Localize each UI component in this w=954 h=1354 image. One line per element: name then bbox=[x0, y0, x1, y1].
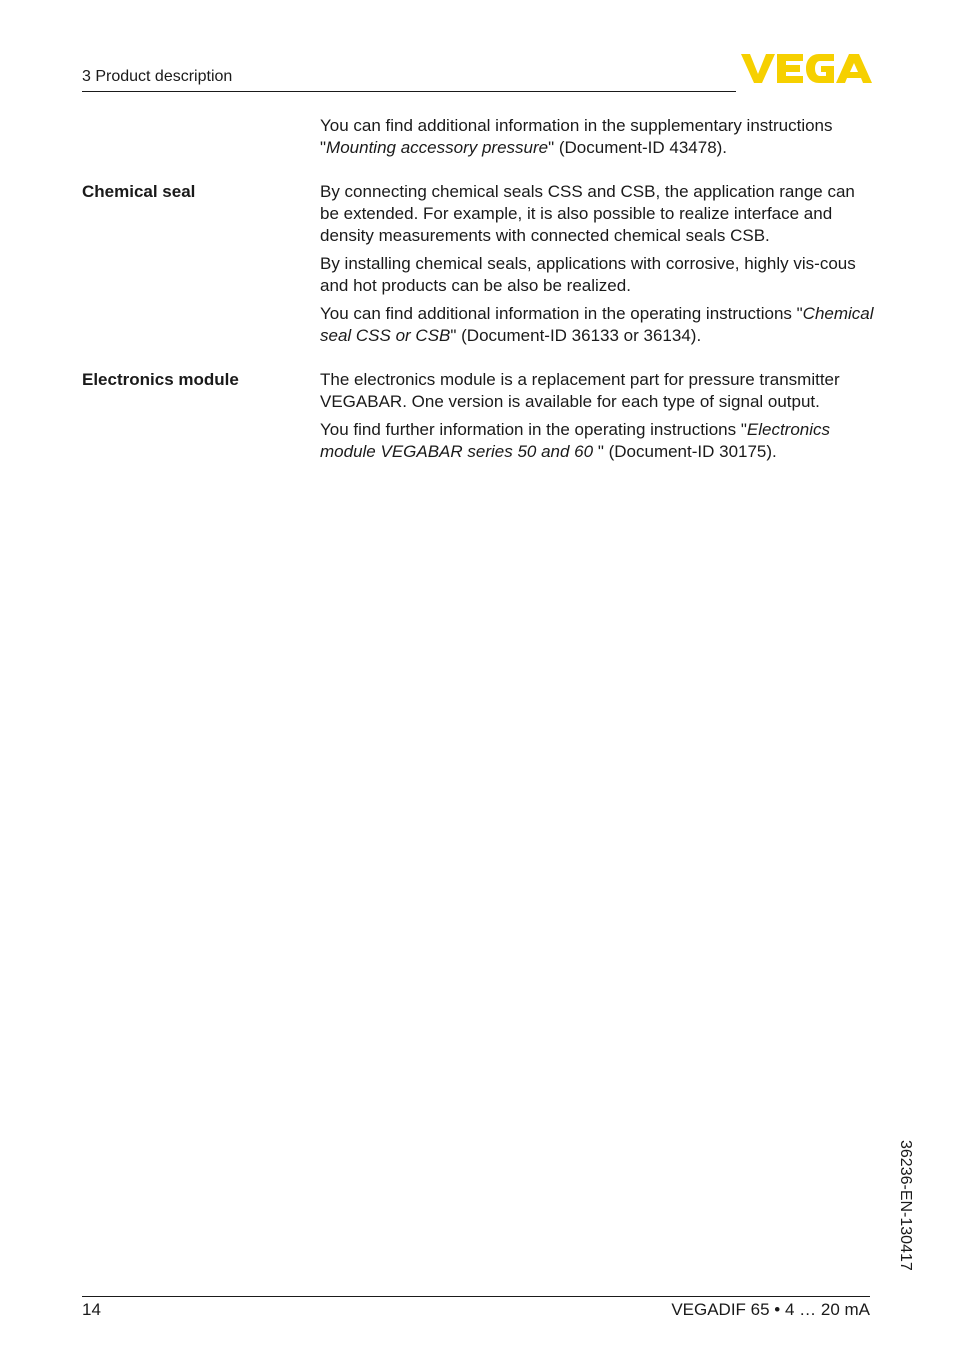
chemical-seal-paragraph-1: By connecting chemical seals CSS and CSB, the application range can be extended. For example, it is also possible to realize interface and density measurements with connected chemical seals CSB. bbox=[320, 182, 855, 245]
electronics-module-paragraph-1: The electronics module is a replacement part for pressure transmitter VEGABAR. One version is available for each type of signal output. bbox=[320, 370, 840, 411]
vega-logo bbox=[741, 52, 873, 84]
product-name: VEGADIF 65 • 4 … 20 mA bbox=[671, 1300, 870, 1319]
section-title: 3 Product description bbox=[82, 68, 233, 85]
chemical-seal-paragraph-3: You can find additional information in the operating instructions "Chemical seal CSS or CSB" (Document-ID 36133 or 36134). bbox=[320, 304, 874, 345]
chemical-seal-paragraph-2: By installing chemical seals, applications with corrosive, highly vis-cous and hot products can be also be realized. bbox=[320, 254, 856, 295]
page-number: 14 bbox=[82, 1300, 101, 1319]
footer-divider bbox=[82, 1296, 870, 1297]
intro-paragraph: You can find additional information in the supplementary instructions "Mounting accessory pressure" (Document-ID 43478). bbox=[320, 116, 833, 157]
electronics-module-paragraph-2: You find further information in the operating instructions "Electronics module VEGABAR series 50 and 60 " (Document-ID 30175). bbox=[320, 420, 831, 461]
document-id: 36236-EN-130417 bbox=[897, 1140, 914, 1271]
header-divider bbox=[82, 91, 736, 92]
electronics-module-heading: Electronics module bbox=[82, 370, 239, 389]
chemical-seal-heading: Chemical seal bbox=[82, 182, 196, 201]
